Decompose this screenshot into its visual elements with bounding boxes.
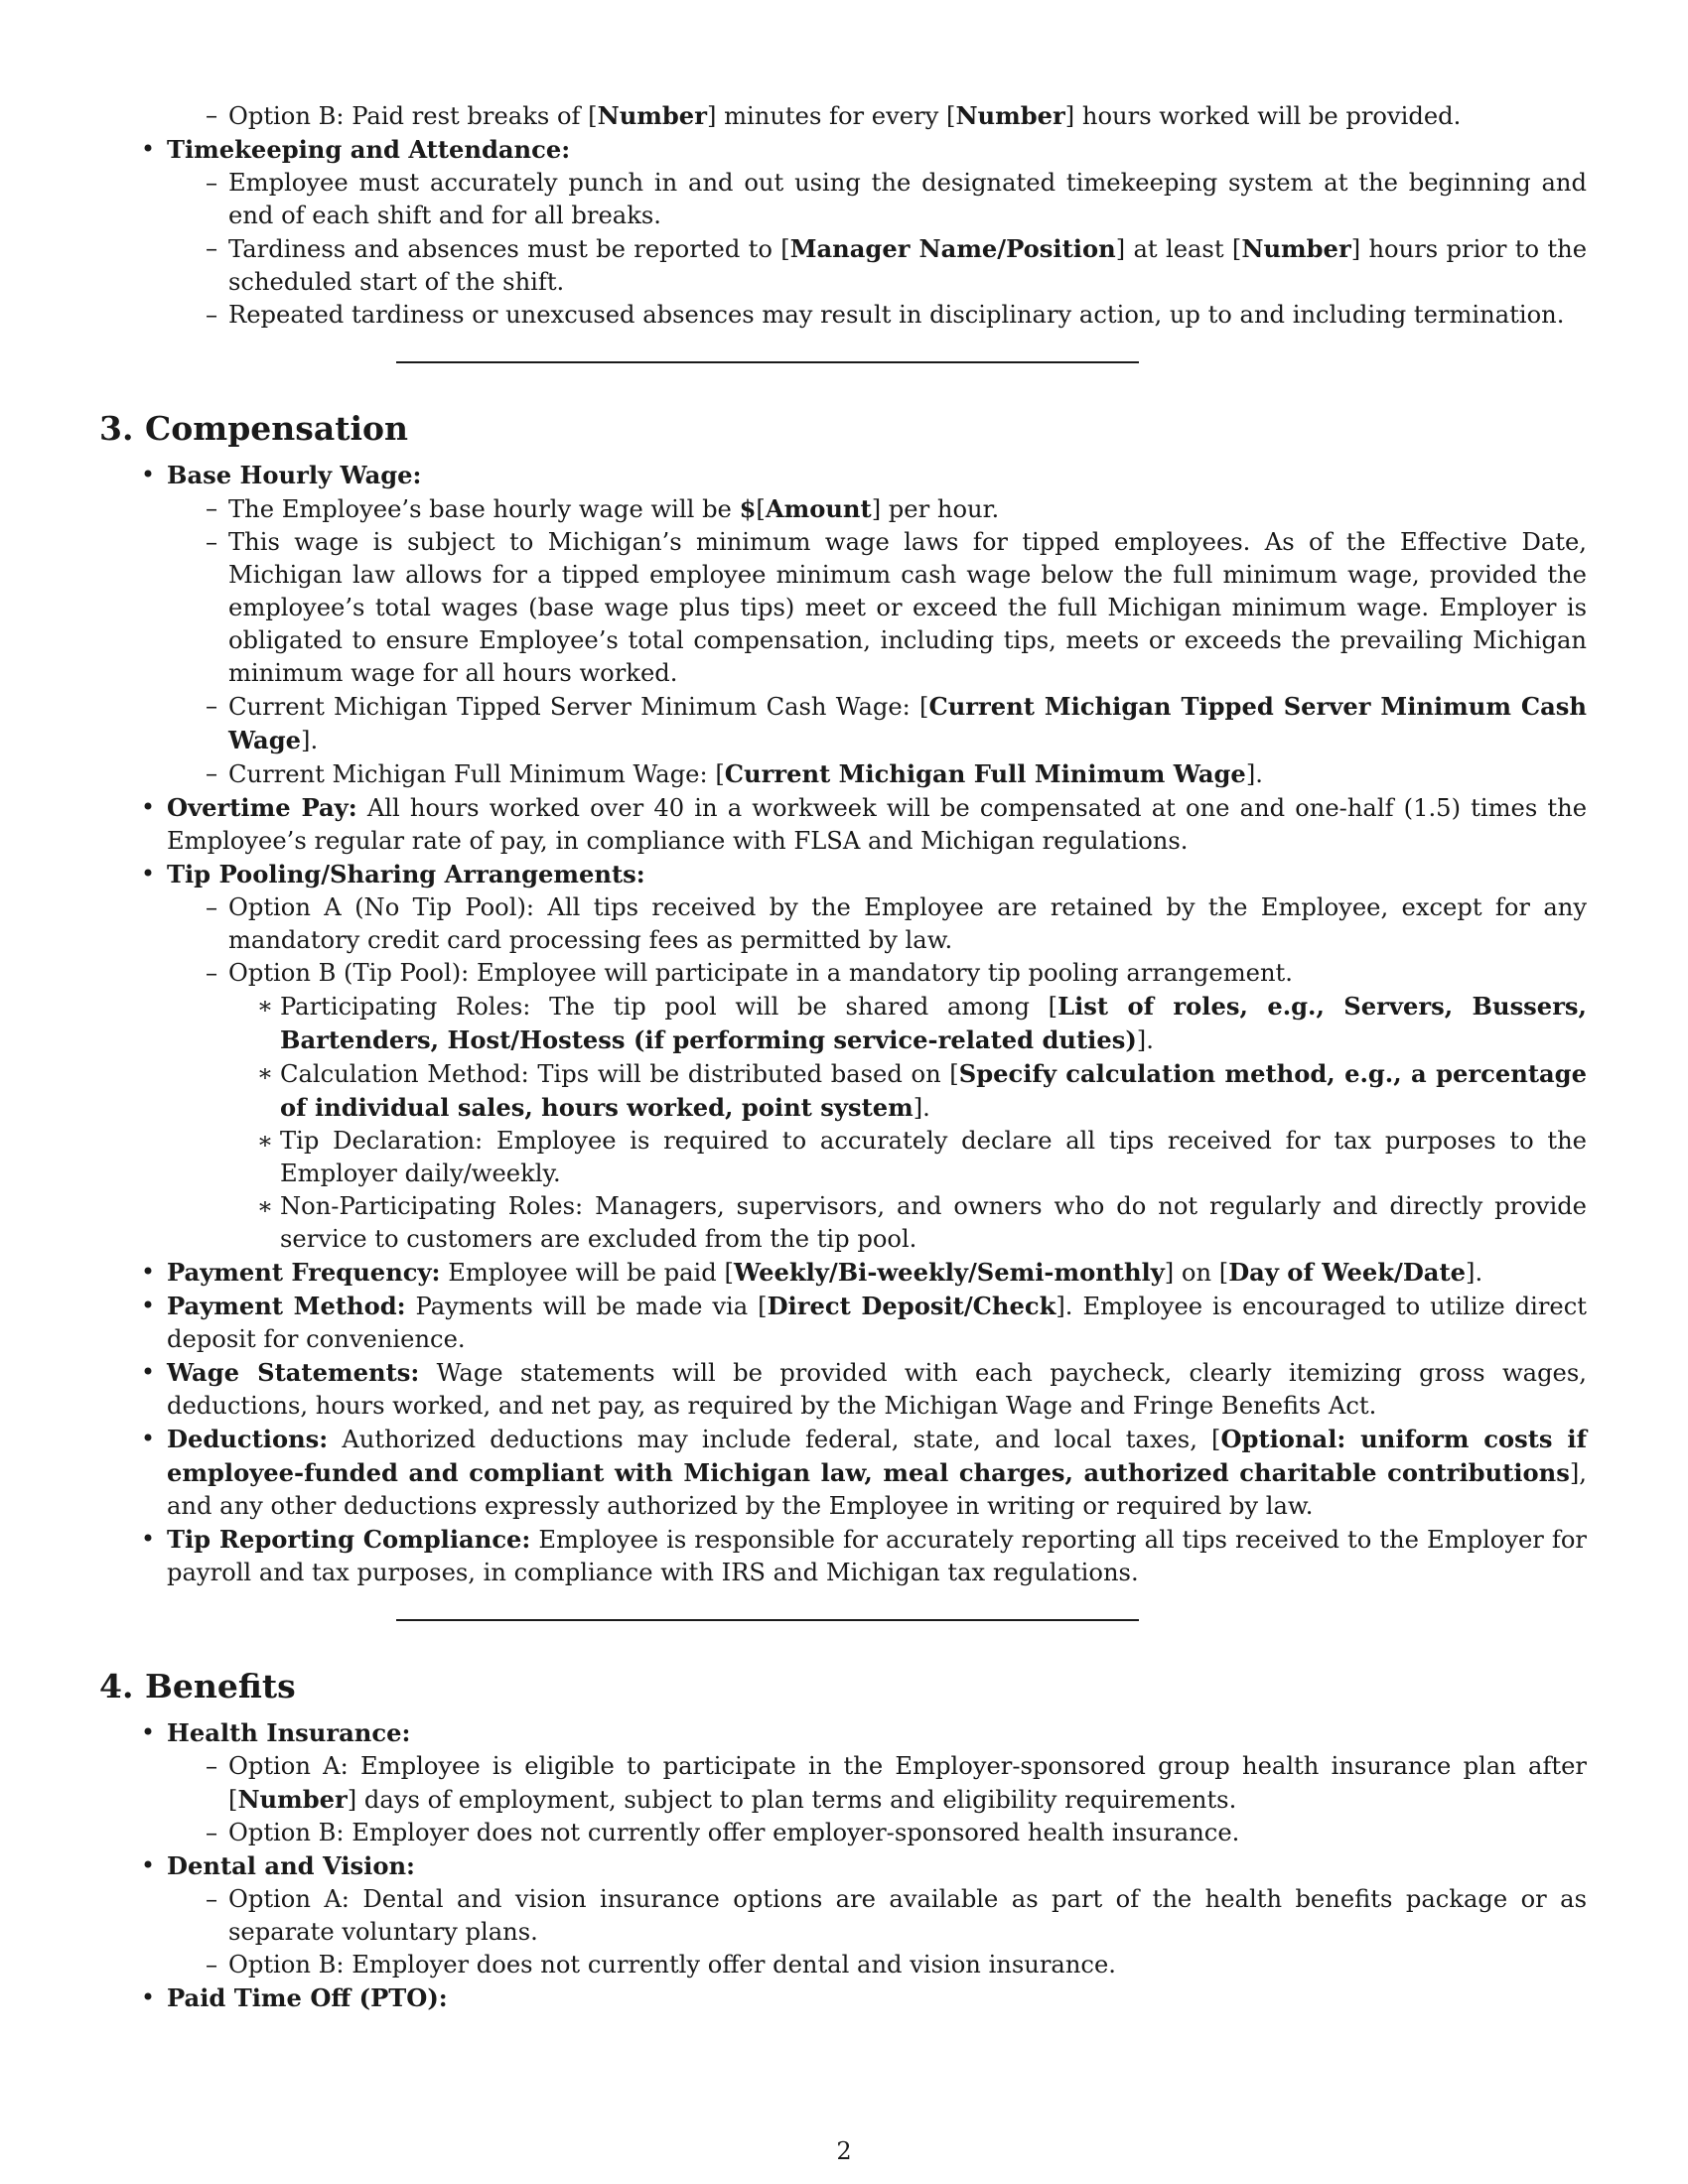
list-item bbox=[140, 459, 1587, 492]
list-item: – Option A (No Tip Pool): All tips received by the Employee are retained by the Employee, except for any mandatory credit card processing fees as permitted by law. bbox=[167, 891, 1587, 957]
item-heading: Timekeeping and Attendance: bbox=[167, 135, 571, 164]
list-item: • Wage Statements: Wage statements will be provided with each paycheck, clearly itemizing gross wages, deductions, hours worked, and net pay, as required by the Michigan Wage and Fringe Benefits Act. bbox=[167, 1356, 1587, 1423]
dash-marker: – bbox=[205, 1951, 218, 1979]
item-heading: Base Hourly Wage: bbox=[167, 461, 422, 489]
list-item bbox=[140, 1981, 1587, 2015]
dash-marker: – bbox=[205, 234, 218, 262]
item-heading: Wage Statements: bbox=[167, 1358, 420, 1387]
list-item: – This wage is subject to Michigan’s minimum wage laws for tipped employees. As of the Effective Date, Michigan law allows for a tipped employee minimum cash wage below the full minimum wage, provided the employee’s total wages (base wage plus tips) meet or exceed the full Michigan minimum wage. Employer is obligated to ensure Employee’s total compensation, including tips, meets or exceeds the prevailing Michigan minimum wage for all hours worked. bbox=[167, 526, 1587, 690]
list-item: – Option B (Tip Pool): Employee will participate in a mandatory tip pooling arrangement. bbox=[167, 957, 1587, 990]
item-heading: Deductions: bbox=[167, 1425, 329, 1453]
list-item: ∗ Tip Declaration: Employee is required to accurately declare all tips received for tax purposes to the Employer daily/weekly. bbox=[167, 1125, 1587, 1190]
list-item: – Current Michigan Tipped Server Minimum Cash Wage: [Current Michigan Tipped Server Minimum Cash Wage]. bbox=[167, 690, 1587, 757]
star-marker: ∗ bbox=[256, 1192, 274, 1220]
star-marker: ∗ bbox=[256, 1059, 274, 1087]
dash-marker: – bbox=[205, 169, 218, 197]
section-heading-compensation: 3. Compensation bbox=[99, 409, 408, 448]
list-item bbox=[140, 1716, 1587, 1750]
dash-marker: – bbox=[205, 959, 218, 987]
dash-marker: – bbox=[205, 494, 218, 522]
bullet-marker: • bbox=[140, 135, 156, 163]
dash-marker: – bbox=[205, 101, 218, 129]
item-heading: Dental and Vision: bbox=[167, 1851, 415, 1880]
bullet-marker: • bbox=[140, 1718, 156, 1746]
bullet-marker: • bbox=[140, 1525, 156, 1553]
list-item: – Employee must accurately punch in and out using the designated timekeeping system at the beginning and end of each shift and for all breaks. bbox=[167, 167, 1587, 232]
list-item: ∗ Calculation Method: Tips will be distributed based on [Specify calculation method, e.g., a percentage of individual sales, hours worked, point system]. bbox=[167, 1057, 1587, 1125]
star-marker: ∗ bbox=[256, 1127, 274, 1155]
list-item: – Tardiness and absences must be reported to [Manager Name/Position] at least [Number] hours prior to the scheduled start of the shift. bbox=[167, 232, 1587, 299]
bullet-marker: • bbox=[140, 1292, 156, 1319]
star-marker: ∗ bbox=[256, 992, 274, 1020]
list-item: ∗ Participating Roles: The tip pool will be shared among [List of roles, e.g., Servers, Bussers, Bartenders, Host/Hostess (if performing service-related duties)]. bbox=[167, 990, 1587, 1057]
dash-marker: – bbox=[205, 528, 218, 556]
list-item: • Payment Method: Payments will be made via [Direct Deposit/Check]. Employee is encouraged to utilize direct deposit for convenience. bbox=[167, 1290, 1587, 1356]
bullet-marker: • bbox=[140, 793, 156, 821]
section-divider bbox=[396, 361, 1139, 363]
bullet-marker: • bbox=[140, 1425, 156, 1452]
section-divider bbox=[396, 1619, 1139, 1621]
item-heading: Tip Pooling/Sharing Arrangements: bbox=[167, 860, 645, 888]
document-body bbox=[99, 99, 1588, 2015]
list-item: • Deductions: Authorized deductions may include federal, state, and local taxes, [Optional: uniform costs if employee-funded and compliant with Michigan law, meal charges, authorized charitable contributions], and any other deductions expressly authorized by the Employee in writing or required by law. bbox=[167, 1423, 1587, 1523]
section-heading-benefits: 4. Benefits bbox=[99, 1667, 296, 1706]
dash-marker: – bbox=[205, 301, 218, 329]
list-item: – Option B: Employer does not currently offer employer-sponsored health insurance. bbox=[167, 1817, 1587, 1849]
list-item bbox=[140, 858, 1587, 891]
list-item: – Current Michigan Full Minimum Wage: [Current Michigan Full Minimum Wage]. bbox=[167, 757, 1587, 791]
list-item: ∗ Non-Participating Roles: Managers, supervisors, and owners who do not regularly and directly provide service to customers are excluded from the tip pool. bbox=[167, 1190, 1587, 1256]
list-item: – Option B: Employer does not currently offer dental and vision insurance. bbox=[167, 1949, 1587, 1981]
bullet-marker: • bbox=[140, 1258, 156, 1286]
dash-marker: – bbox=[205, 1752, 218, 1780]
item-heading: Payment Frequency: bbox=[167, 1258, 441, 1287]
list-item: • Overtime Pay: All hours worked over 40 in a workweek will be compensated at one and one-half (1.5) times the Employee’s regular rate of pay, in compliance with FLSA and Michigan regulations. bbox=[167, 791, 1587, 858]
list-item bbox=[140, 1849, 1587, 1883]
bullet-marker: • bbox=[140, 1983, 156, 2011]
bullet-marker: • bbox=[140, 461, 156, 488]
item-heading: Payment Method: bbox=[167, 1292, 406, 1320]
bullet-marker: • bbox=[140, 860, 156, 887]
dash-marker: – bbox=[205, 1885, 218, 1913]
dash-marker: – bbox=[205, 759, 218, 787]
list-item bbox=[140, 133, 1587, 167]
item-heading: Paid Time Off (PTO): bbox=[167, 1983, 448, 2012]
list-item: – Option B: Paid rest breaks of [Number] minutes for every [Number] hours worked will be provided. bbox=[167, 99, 1587, 133]
item-heading: Overtime Pay: bbox=[167, 793, 357, 822]
item-heading: Health Insurance: bbox=[167, 1718, 411, 1747]
list-item: – Option A: Employee is eligible to participate in the Employer-sponsored group health insurance plan after [Number] days of employment, subject to plan terms and eligibility requirements. bbox=[167, 1750, 1587, 1817]
list-item: • Tip Reporting Compliance: Employee is responsible for accurately reporting all tips received to the Employer for payroll and tax purposes, in compliance with IRS and Michigan tax regulations. bbox=[167, 1523, 1587, 1589]
dash-marker: – bbox=[205, 1819, 218, 1846]
page-number: 2 bbox=[836, 2137, 852, 2165]
dash-marker: – bbox=[205, 893, 218, 921]
item-heading: Tip Reporting Compliance: bbox=[167, 1525, 531, 1554]
dash-marker: – bbox=[205, 692, 218, 720]
bullet-marker: • bbox=[140, 1358, 156, 1386]
list-item: – Option A: Dental and vision insurance options are available as part of the health benefits package or as separate voluntary plans. bbox=[167, 1883, 1587, 1949]
bullet-marker: • bbox=[140, 1851, 156, 1879]
list-item: • Payment Frequency: Employee will be paid [Weekly/Bi-weekly/Semi-monthly] on [Day of Week/Date]. bbox=[167, 1256, 1587, 1290]
list-item: – The Employee’s base hourly wage will be $[Amount] per hour. bbox=[167, 492, 1587, 526]
list-item: – Repeated tardiness or unexcused absences may result in disciplinary action, up to and including termination. bbox=[167, 299, 1587, 332]
